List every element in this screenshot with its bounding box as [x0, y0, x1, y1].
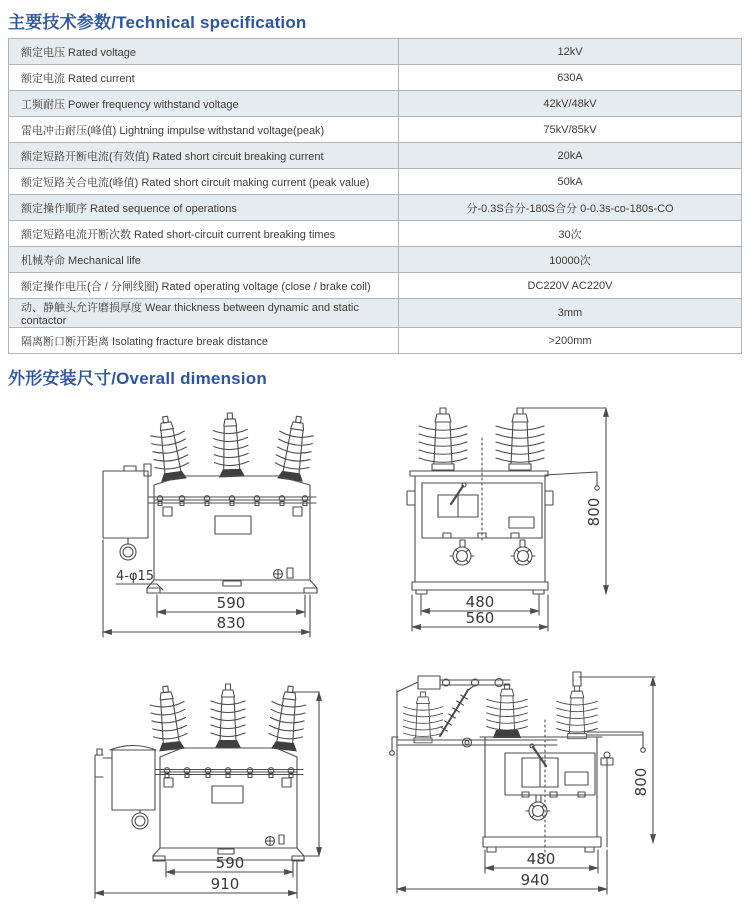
table-row [9, 169, 742, 195]
spec-value: >200mm [399, 328, 742, 354]
dimension-label: 590 [215, 854, 245, 872]
dimension-label: 590 [216, 594, 246, 612]
dimension-label: 940 [520, 871, 550, 889]
drawing-side-view-a [390, 400, 680, 650]
page-title-spec: 主要技术参数/Technical specification [8, 13, 307, 32]
side-a-lineart [407, 408, 606, 631]
lifting-ring-icon [120, 544, 136, 560]
insulator-bushing-icon [213, 412, 249, 477]
page-title-dimension: 外形安装尺寸/Overall dimension [8, 369, 267, 388]
insulator-bushing-icon [267, 685, 308, 752]
insulator-bushing-icon [496, 408, 544, 470]
table-row [9, 195, 742, 221]
insulator-bushing-icon [273, 414, 316, 482]
ground-icon [274, 570, 283, 579]
spec-value: DC220V AC220V [399, 273, 742, 299]
side-b-lineart [390, 672, 655, 894]
dimension-label: 800 [585, 497, 603, 527]
dimension-label: 480 [465, 593, 495, 611]
spec-label: 额定操作顺序 Rated sequence of operations [9, 195, 399, 221]
spec-value: 10000次 [399, 247, 742, 273]
spec-label: 动、静触头允许磨损厚度 Wear thickness between dynamic and static contactor [9, 299, 399, 328]
insulator-bushing-icon [419, 408, 467, 470]
spec-value: 75kV/85kV [399, 117, 742, 143]
front-b-lineart [95, 684, 319, 898]
drawing-side-view-b [380, 660, 690, 910]
dimension-label: 800 [632, 767, 650, 797]
spec-value: 20kA [399, 143, 742, 169]
hole-label: 4-φ15 [116, 569, 155, 584]
spec-value: 分-0.3S合分-180S合分 0-0.3s-co-180s-CO [399, 195, 742, 221]
insulator-bushing-icon [487, 684, 528, 737]
control-box [103, 471, 148, 538]
front-a-lineart [103, 412, 317, 637]
spec-label: 机械寿命 Mechanical life [9, 247, 399, 273]
handle-icon [450, 547, 474, 565]
insulator-bushing-icon [557, 686, 598, 739]
handle-icon [511, 547, 535, 565]
spec-label: 额定操作电压(合 / 分闸线圈) Rated operating voltage (close / brake coil) [9, 273, 399, 299]
insulator-bushing-icon [211, 684, 245, 748]
spec-label: 额定短路关合电流(峰值) Rated short circuit making current (peak value) [9, 169, 399, 195]
front-a-labels [116, 569, 245, 632]
spec-label: 额定电压 Rated voltage [9, 39, 399, 65]
table-row [9, 91, 742, 117]
table-row [9, 273, 742, 299]
dimension-label: 910 [210, 875, 240, 893]
mechanism-panel [505, 753, 595, 795]
lifting-ring-icon [132, 813, 148, 829]
table-row [9, 39, 742, 65]
spec-label: 额定短路开断电流(有效值) Rated short circuit breaking current [9, 143, 399, 169]
control-box [112, 750, 155, 810]
table-row [9, 221, 742, 247]
insulator-bushing-icon [148, 685, 189, 752]
drawing-front-view-b [60, 660, 390, 910]
drawing-front-view-a [60, 400, 390, 650]
spec-label: 额定电流 Rated current [9, 65, 399, 91]
spec-value: 30次 [399, 221, 742, 247]
spec-value: 50kA [399, 169, 742, 195]
nameplate [215, 516, 251, 534]
handle-icon [526, 802, 550, 820]
table-row [9, 299, 742, 328]
nameplate [212, 786, 243, 803]
ground-icon [266, 837, 275, 846]
table-row [9, 65, 742, 91]
dimension-label: 560 [465, 609, 495, 627]
spec-label: 工频耐压 Power frequency withstand voltage [9, 91, 399, 117]
table-row [9, 328, 742, 354]
spec-label: 隔离断口断开距离 Isolating fracture break distance [9, 328, 399, 354]
insulator-bushing-icon [403, 692, 442, 743]
spec-label: 额定短路电流开断次数 Rated short-circuit current breaking times [9, 221, 399, 247]
spec-value: 12kV [399, 39, 742, 65]
spec-label: 雷电冲击耐压(峰值) Lightning impulse withstand voltage(peak) [9, 117, 399, 143]
table-row [9, 247, 742, 273]
spec-value: 42kV/48kV [399, 91, 742, 117]
front-b-labels [211, 854, 245, 893]
insulator-bushing-icon [148, 414, 191, 482]
spec-value: 630A [399, 65, 742, 91]
dimension-label: 830 [216, 614, 246, 632]
spec-value: 3mm [399, 299, 742, 328]
dimension-label: 480 [526, 850, 556, 868]
table-row [9, 143, 742, 169]
spec-table [8, 38, 742, 354]
table-row [9, 117, 742, 143]
